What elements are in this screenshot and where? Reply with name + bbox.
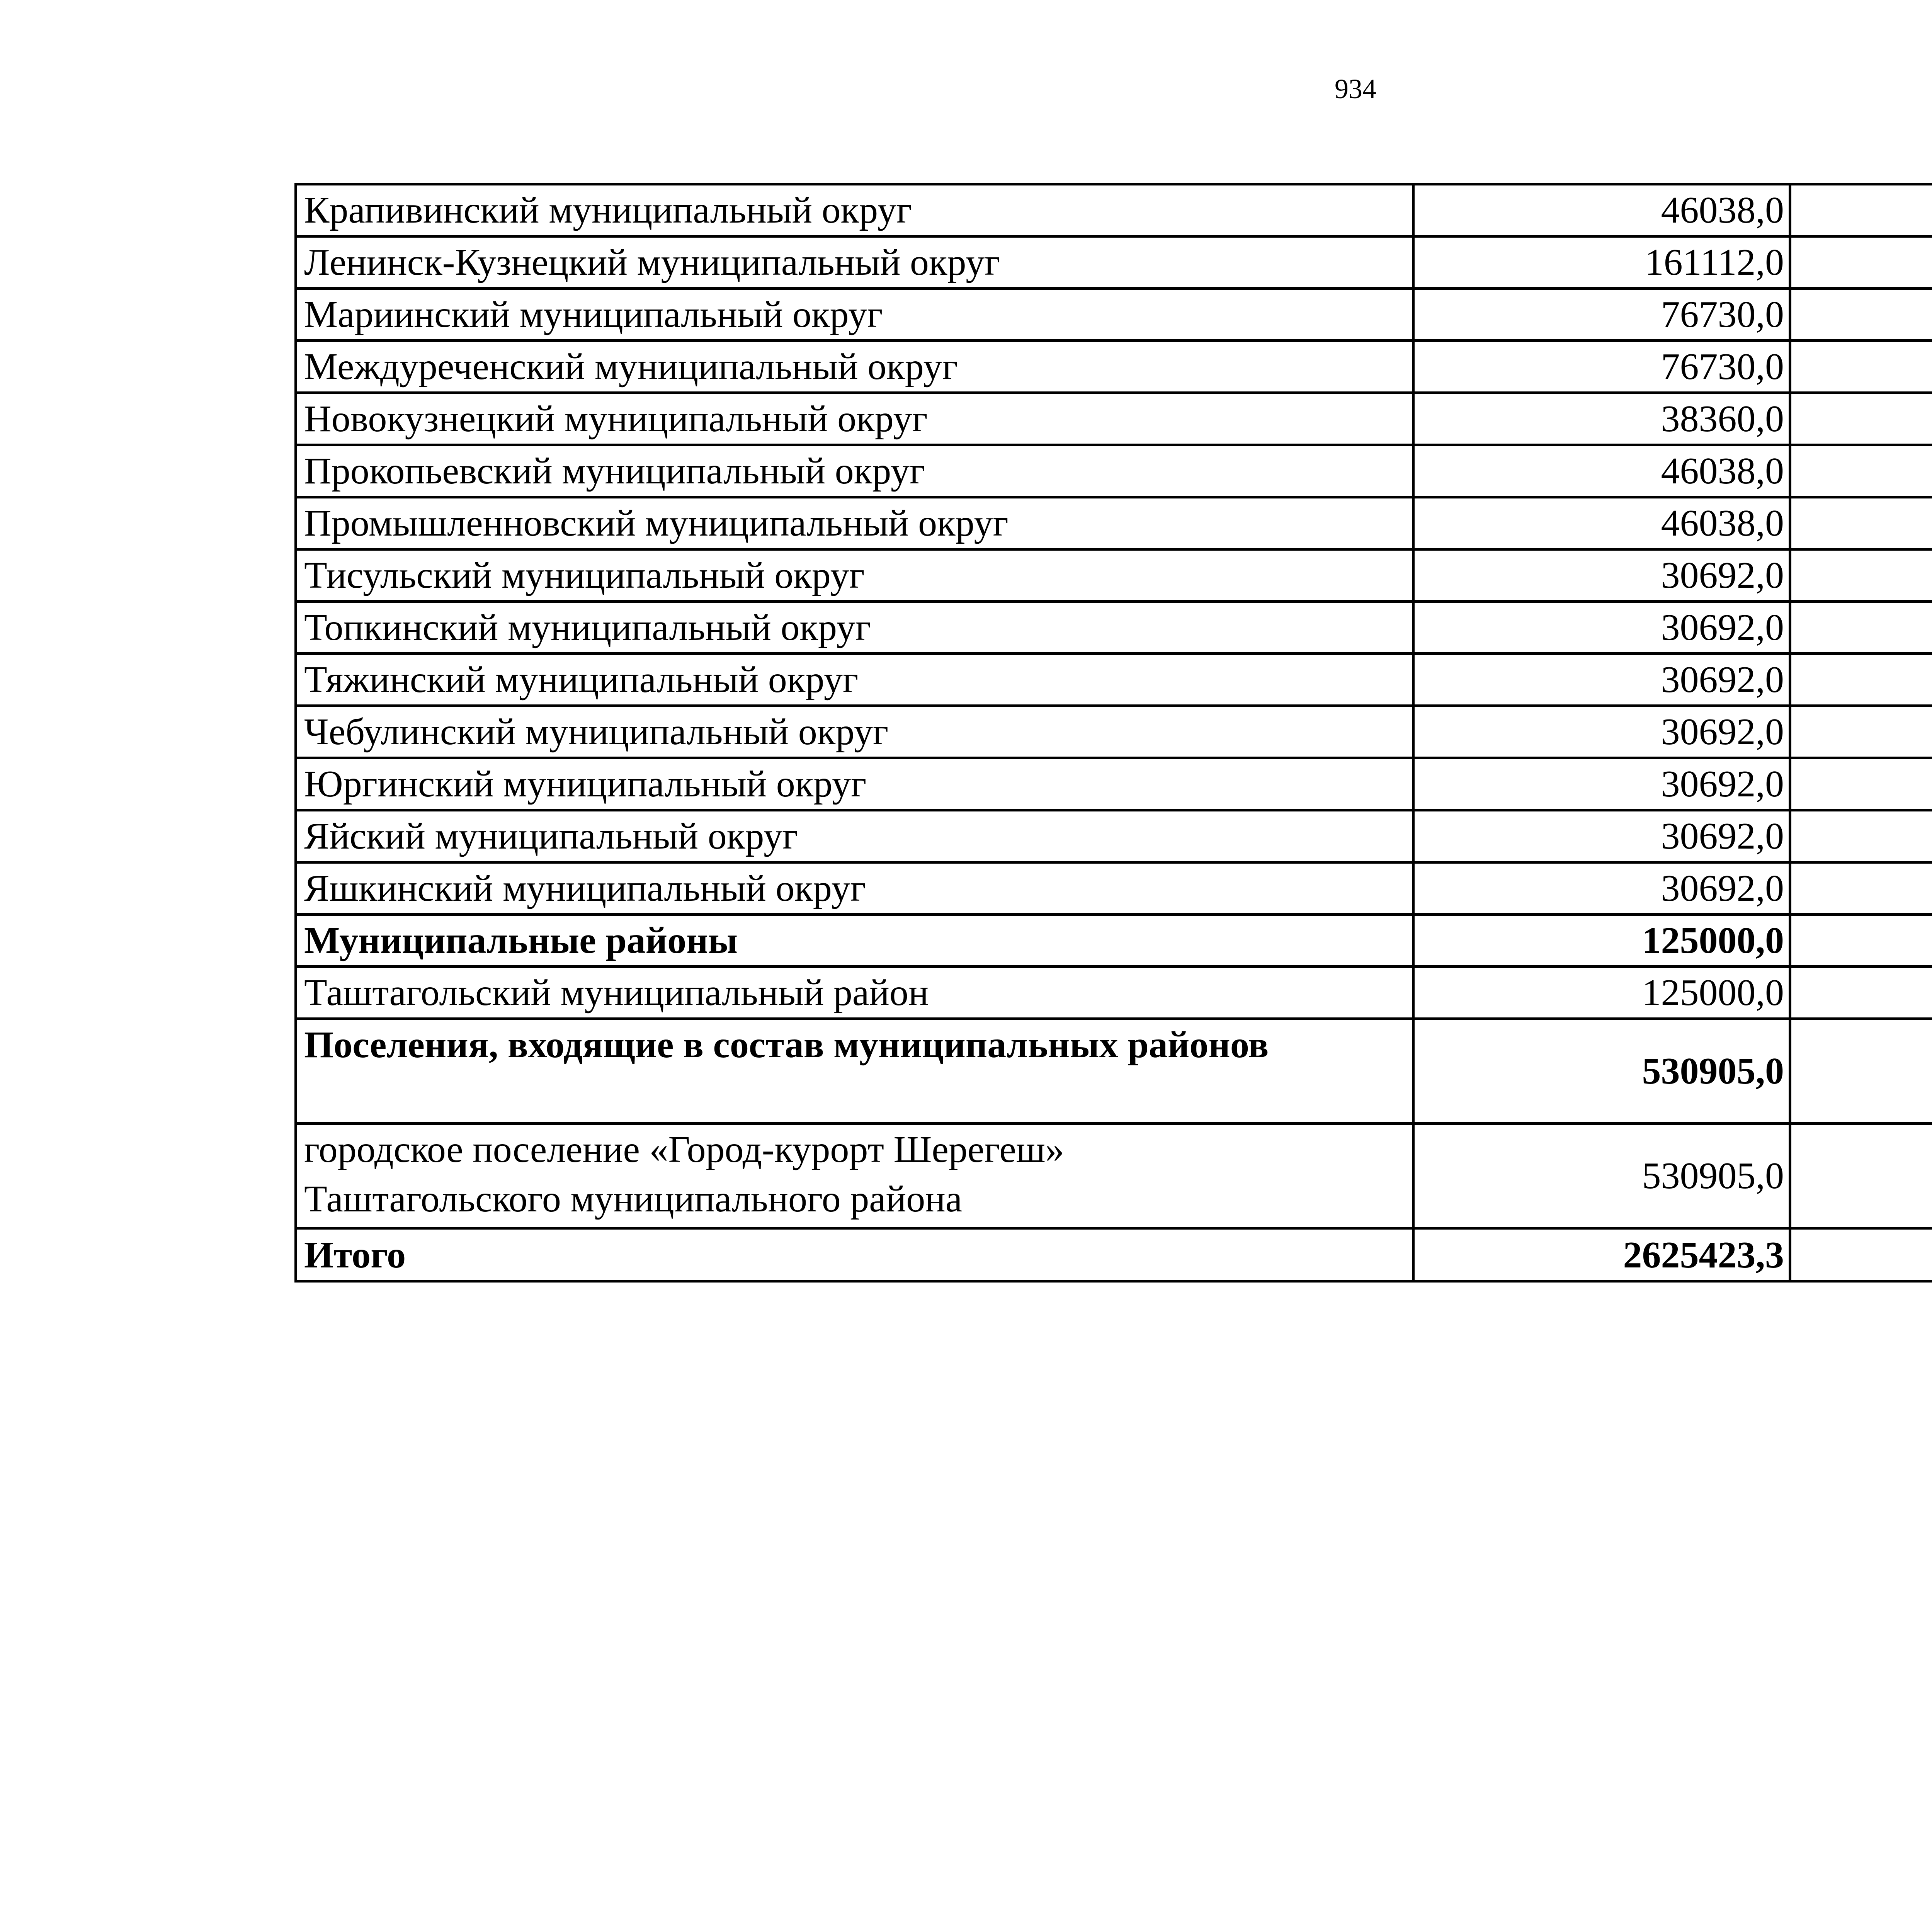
- table-row: [296, 184, 1932, 236]
- page-number: 934: [1335, 73, 1376, 104]
- table-row-subtotal: [296, 1019, 1932, 1124]
- row-value-2: [1790, 341, 1932, 393]
- table-row: [296, 445, 1932, 497]
- row-value-1: 38360,0: [1413, 393, 1790, 445]
- row-value-2: [1790, 549, 1932, 602]
- row-value-2: [1790, 1124, 1932, 1228]
- row-name: Топкинский муниципальный округ: [296, 602, 1413, 654]
- table-row: [296, 549, 1932, 602]
- row-value-1: 76730,0: [1413, 289, 1790, 341]
- row-name: Тяжинский муниципальный округ: [296, 654, 1413, 706]
- row-name: Ленинск-Кузнецкий муниципальный округ: [296, 236, 1413, 289]
- table-row: [296, 236, 1932, 289]
- row-value-2: [1790, 810, 1932, 862]
- row-value-1: 30692,0: [1413, 602, 1790, 654]
- row-value-1: 30692,0: [1413, 706, 1790, 758]
- table-row: [296, 706, 1932, 758]
- row-name: Поселения, входящие в состав муниципальных районов: [296, 1019, 1413, 1124]
- row-value-1: 530905,0: [1413, 1019, 1790, 1124]
- row-name: Тисульский муниципальный округ: [296, 549, 1413, 602]
- row-value-2: [1790, 862, 1932, 915]
- row-name: Междуреченский муниципальный округ: [296, 341, 1413, 393]
- row-value-1: 30692,0: [1413, 549, 1790, 602]
- row-name: Прокопьевский муниципальный округ: [296, 445, 1413, 497]
- row-name: Таштагольский муниципальный район: [296, 967, 1413, 1019]
- table-row: [296, 810, 1932, 862]
- row-name: Чебулинский муниципальный округ: [296, 706, 1413, 758]
- table-row: [296, 862, 1932, 915]
- row-value-2: [1790, 602, 1932, 654]
- row-name: Юргинский муниципальный округ: [296, 758, 1413, 810]
- row-value-1: 125000,0: [1413, 915, 1790, 967]
- table-row: [296, 967, 1932, 1019]
- row-name-line-1: городское поселение «Город-курорт Шерегеш»: [304, 1129, 1065, 1170]
- row-value-2: [1790, 445, 1932, 497]
- row-value-1: 2625423,3: [1413, 1228, 1790, 1281]
- table-row: [296, 393, 1932, 445]
- table-row: [296, 341, 1932, 393]
- row-value-2: [1790, 915, 1932, 967]
- row-value-2: [1790, 289, 1932, 341]
- row-name: Яйский муниципальный округ: [296, 810, 1413, 862]
- row-value-2: [1790, 1228, 1932, 1281]
- budget-table: [294, 183, 1932, 1283]
- row-name-line-2: Таштагольского муниципального района: [304, 1178, 963, 1220]
- row-value-1: 46038,0: [1413, 497, 1790, 549]
- row-name: [296, 1124, 1413, 1228]
- row-value-2: [1790, 184, 1932, 236]
- table-row-total: [296, 1228, 1932, 1281]
- row-name: Итого: [296, 1228, 1413, 1281]
- row-value-2: [1790, 654, 1932, 706]
- row-value-1: 76730,0: [1413, 341, 1790, 393]
- table-row: [296, 758, 1932, 810]
- row-value-2: [1790, 393, 1932, 445]
- table-row: [296, 289, 1932, 341]
- row-value-2: [1790, 967, 1932, 1019]
- row-value-2: [1790, 758, 1932, 810]
- row-value-2: [1790, 1019, 1932, 1124]
- row-value-1: 30692,0: [1413, 654, 1790, 706]
- row-value-1: 530905,0: [1413, 1124, 1790, 1228]
- table-row: [296, 497, 1932, 549]
- table-row: [296, 1124, 1932, 1228]
- row-value-1: 30692,0: [1413, 758, 1790, 810]
- row-value-1: 125000,0: [1413, 967, 1790, 1019]
- row-value-1: 161112,0: [1413, 236, 1790, 289]
- row-name: Муниципальные районы: [296, 915, 1413, 967]
- row-value-1: 46038,0: [1413, 184, 1790, 236]
- row-name: Промышленновский муниципальный округ: [296, 497, 1413, 549]
- row-value-2: [1790, 497, 1932, 549]
- table-row: [296, 654, 1932, 706]
- row-value-2: [1790, 236, 1932, 289]
- row-value-1: 30692,0: [1413, 862, 1790, 915]
- table-row: [296, 602, 1932, 654]
- row-name: Новокузнецкий муниципальный округ: [296, 393, 1413, 445]
- row-value-1: 30692,0: [1413, 810, 1790, 862]
- row-value-1: 46038,0: [1413, 445, 1790, 497]
- row-value-2: [1790, 706, 1932, 758]
- table-row-subtotal: [296, 915, 1932, 967]
- row-name: Яшкинский муниципальный округ: [296, 862, 1413, 915]
- row-name: Мариинский муниципальный округ: [296, 289, 1413, 341]
- row-name: Крапивинский муниципальный округ: [296, 184, 1413, 236]
